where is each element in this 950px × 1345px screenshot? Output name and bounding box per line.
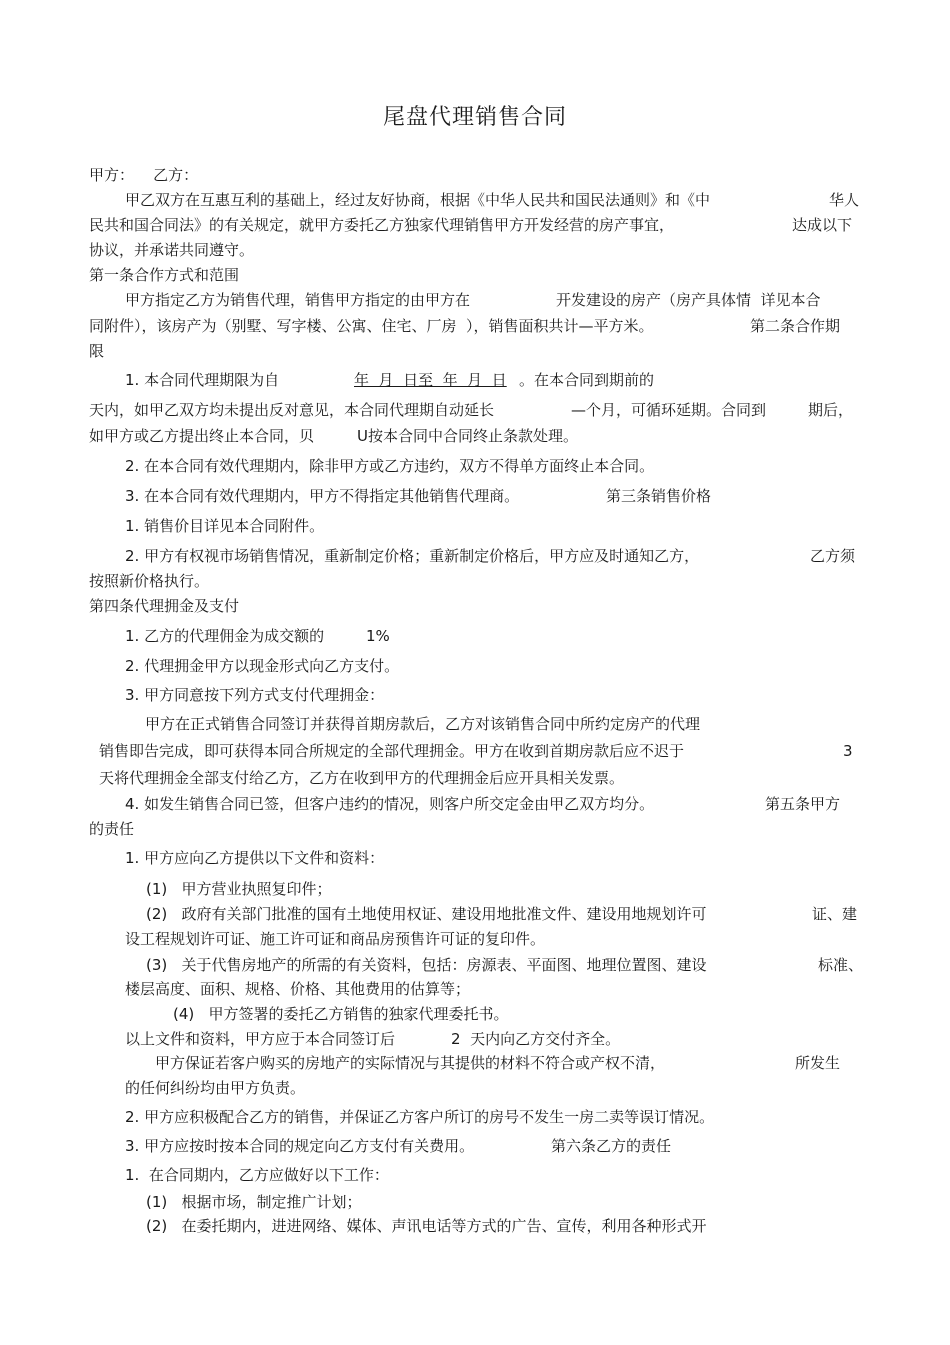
- text-line: 3: [843, 742, 853, 760]
- text-line: 1. 乙方的代理佣金为成交额的: [125, 627, 325, 645]
- text-line: 甲方保证若客户购买的房地产的实际情况与其提供的材料不符合或产权不清，: [155, 1054, 666, 1072]
- text-line: 3. 甲方应按时按本合同的规定向乙方支付有关费用。: [125, 1137, 475, 1155]
- text-line: 。在本合同到期前的: [519, 371, 655, 389]
- text-line: 天内，如甲乙双方均未提出反对意见，本合同代理期自动延长: [89, 401, 495, 419]
- text-line: 甲方在正式销售合同签订并获得首期房款后，乙方对该销售合同中所约定房产的代理: [145, 715, 701, 733]
- text-line: 销售即告完成，即可获得本同合所规定的全部代理拥金。甲方在收到首期房款后应不迟于: [99, 742, 685, 760]
- text-line: 3. 在本合同有效代理期内，甲方不得指定其他销售代理商。: [125, 487, 520, 505]
- text-line: 1. 甲方应向乙方提供以下文件和资料：: [125, 849, 385, 867]
- text-line: 协议，并承诺共同遵守。: [89, 241, 255, 259]
- text-line: 2. 代理拥金甲方以现金形式向乙方支付。: [125, 657, 400, 675]
- text-line: 甲乙双方在互惠互利的基础上，经过友好协商，根据《中华人民共和国民法通则》和《中: [125, 191, 711, 209]
- text-line: 1%: [366, 627, 390, 645]
- text-line: 楼层高度、面积、规格、价格、其他费用的估算等；: [125, 980, 471, 998]
- text-line: 1. 在合同期内，乙方应做好以下工作：: [125, 1166, 389, 1184]
- text-line: 2. 在本合同有效代理期内，除非甲方或乙方违约，双方不得单方面终止本合同。: [125, 457, 655, 475]
- text-line: 民共和国合同法》的有关规定，就甲方委托乙方独家代理销售甲方开发经营的房产事宜，: [89, 216, 675, 234]
- text-line: 如甲方或乙方提出终止本合同，贝: [89, 427, 315, 445]
- text-line: 3. 甲方同意按下列方式支付代理拥金：: [125, 686, 385, 704]
- section-heading: 的责任: [89, 820, 135, 838]
- list-item: (1) 根据市场，制定推广计划；: [146, 1193, 362, 1211]
- text-line: 限: [89, 342, 105, 360]
- contract-title: 尾盘代理销售合同: [382, 105, 567, 130]
- list-item: (2) 政府有关部门批准的国有土地使用权证、建设用地批准文件、建设用地规划许可: [146, 905, 707, 923]
- text-line: 达成以下: [792, 216, 853, 234]
- text-line: 标准、: [818, 956, 864, 974]
- text-line: 2 天内向乙方交付齐全。: [451, 1030, 621, 1048]
- section-heading: 第二条合作期: [750, 317, 841, 335]
- text-line: 甲方： 乙方：: [89, 166, 199, 184]
- text-line: —个月，可循环延期。合同到: [571, 401, 767, 419]
- text-line: 华人: [829, 191, 860, 209]
- text-line: 以上文件和资料，甲方应于本合同签订后: [125, 1030, 396, 1048]
- text-line: 期后，: [808, 401, 854, 419]
- text-line: 1. 本合同代理期限为自: [125, 371, 280, 389]
- list-item: (4) 甲方签署的委托乙方销售的独家代理委托书。: [173, 1005, 509, 1023]
- section-heading: 第三条销售价格: [606, 487, 712, 505]
- list-item: (2) 在委托期内，进进网络、媒体、声讯电话等方式的广告、宣传，利用各种形式开: [146, 1217, 707, 1235]
- text-line: 证、建: [812, 905, 858, 923]
- text-line: 甲方指定乙方为销售代理，销售甲方指定的由甲方在: [125, 291, 471, 309]
- text-line: 天将代理拥金全部支付给乙方，乙方在收到甲方的代理拥金后应开具相关发票。: [99, 769, 625, 787]
- text-line: U按本合同中合同终止条款处理。: [357, 427, 578, 445]
- list-item: (1) 甲方营业执照复印件；: [146, 880, 332, 898]
- text-line: 1. 销售价目详见本合同附件。: [125, 517, 325, 535]
- text-line: 的任何纠纷均由甲方负责。: [125, 1079, 306, 1097]
- text-line: 所发生: [795, 1054, 841, 1072]
- text-line: 按照新价格执行。: [89, 572, 210, 590]
- text-line: 同附件），该房产为（别墅、写字楼、公寓、住宅、厂房 ），销售面积共计—平方米。: [89, 317, 654, 335]
- text-line: 4. 如发生销售合同已签，但客户违约的情况，则客户所交定金由甲乙双方均分。: [125, 795, 655, 813]
- section-heading: 第一条合作方式和范围: [89, 266, 240, 284]
- text-line: 设工程规划许可证、施工许可证和商品房预售许可证的复印件。: [125, 930, 546, 948]
- section-heading: 第四条代理拥金及支付: [89, 597, 240, 615]
- text-line: 开发建设的房产（房产具体情 详见本合: [556, 291, 821, 309]
- section-heading: 第五条甲方: [765, 795, 841, 813]
- date-blank: 年 月 日至 年 月 日: [354, 371, 507, 389]
- text-line: 2. 甲方有权视市场销售情况，重新制定价格；重新制定价格后，甲方应及时通知乙方，: [125, 547, 700, 565]
- text-line: 2. 甲方应积极配合乙方的销售，并保证乙方客户所订的房号不发生一房二卖等误订情况。: [125, 1108, 715, 1126]
- section-heading: 第六条乙方的责任: [551, 1137, 672, 1155]
- text-line: 乙方须: [810, 547, 856, 565]
- list-item: (3) 关于代售房地产的所需的有关资料，包括：房源表、平面图、地理位置图、建设: [146, 956, 707, 974]
